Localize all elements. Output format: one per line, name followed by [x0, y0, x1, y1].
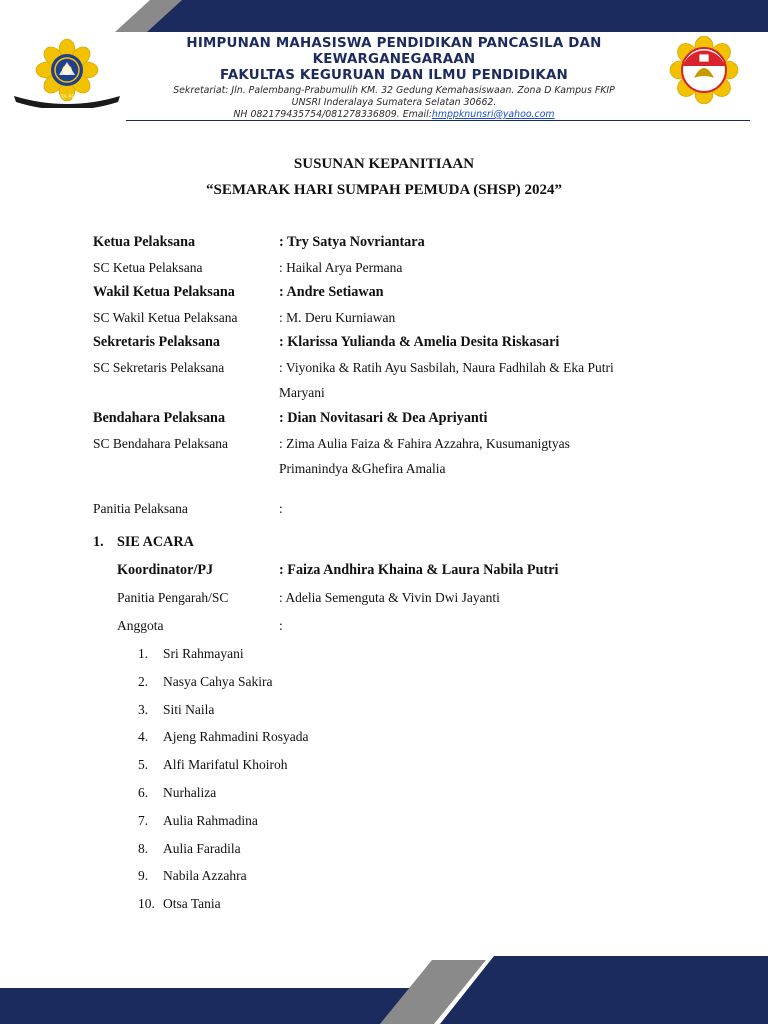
list-item [138, 643, 308, 671]
list-item-number: 8. [138, 840, 149, 856]
list-item-name: Nurhaliza [163, 784, 217, 800]
role-value: : Dian Novitasari & Dea Apriyanti [279, 410, 488, 426]
role-value: : Andre Setiawan [279, 284, 384, 300]
role-value-line2: Primanindya &Ghefira Amalia [279, 461, 446, 476]
list-item [138, 893, 308, 921]
coordinator-value: : Faiza Andhira Khaina & Laura Nabila Putri [279, 562, 559, 578]
footer-decorative-band [0, 956, 768, 1024]
list-item-name: Nabila Azzahra [163, 868, 247, 884]
role-label: Panitia Pelaksana [93, 501, 188, 516]
list-item-number: 2. [138, 673, 149, 689]
role-value: : M. Deru Kurniawan [279, 310, 396, 325]
list-item-name: Ajeng Rahmadini Rosyada [163, 729, 309, 745]
list-item-name: Nasya Cahya Sakira [163, 673, 273, 689]
list-item-name: Siti Naila [163, 701, 215, 717]
steering-label: Panitia Pengarah/SC [117, 590, 229, 605]
list-item-name: Aulia Faradila [163, 840, 241, 856]
list-item [138, 865, 308, 893]
list-item-number: 9. [138, 868, 149, 884]
letterhead-address-line2: UNSRI Inderalaya Sumatera Selatan 30662. [291, 97, 497, 108]
list-item-number: 1. [138, 646, 149, 661]
list-item-number: 10. [138, 896, 155, 912]
steering-value: : Adelia Semenguta & Vivin Dwi Jayanti [279, 590, 500, 605]
list-item-name: Alfi Marifatul Khoiroh [163, 757, 288, 773]
list-item [138, 754, 308, 782]
list-item [138, 671, 308, 699]
role-value: : [279, 501, 283, 516]
role-label: SC Bendahara Pelaksana [93, 436, 228, 451]
role-label: SC Sekretaris Pelaksana [93, 360, 225, 375]
document-subtitle: “SEMARAK HARI SUMPAH PEMUDA (SHSP) 2024” [206, 182, 562, 198]
list-item-number: 3. [138, 701, 149, 717]
letterhead-divider [126, 120, 750, 121]
members-list [138, 643, 308, 921]
role-value-line1: : Viyonika & Ratih Ayu Sasbilah, Naura Fadhilah & Eka Putri [279, 360, 614, 375]
members-value: : [279, 618, 283, 633]
role-label: Ketua Pelaksana [93, 234, 196, 250]
section-title: SIE ACARA [117, 534, 194, 550]
list-item-number: 6. [138, 784, 149, 800]
header-decorative-band [0, 0, 768, 32]
document-title: SUSUNAN KEPANITIAAN [293, 156, 475, 172]
role-value-line1: : Zima Aulia Faiza & Fahira Azzahra, Kusumanigtyas [279, 436, 570, 451]
role-value: : Haikal Arya Permana [279, 260, 403, 275]
role-value: : Try Satya Novriantara [279, 234, 425, 250]
role-value [279, 355, 679, 405]
list-item-name: Sri Rahmayani [163, 646, 244, 661]
list-item-number: 4. [138, 729, 149, 745]
list-item-number: 7. [138, 812, 149, 828]
letterhead-address-line1: Sekretariat: Jln. Palembang-Prabumulih KM. 32 Gedung Kemahasiswaan. Zona D Kampus FKIP [173, 85, 615, 96]
list-item [138, 699, 308, 727]
list-item [138, 810, 308, 838]
list-item-name: Aulia Rahmadina [163, 812, 258, 828]
letterhead-title-line3: FAKULTAS KEGURUAN DAN ILMU PENDIDIKAN [220, 68, 568, 83]
list-item-number: 5. [138, 757, 149, 773]
role-value [279, 431, 679, 481]
letterhead [126, 36, 662, 121]
role-value-line2: Maryani [279, 385, 325, 400]
list-item [138, 726, 308, 754]
list-item-name: Otsa Tania [163, 896, 221, 912]
coordinator-label: Koordinator/PJ [117, 562, 214, 578]
list-item [138, 838, 308, 866]
role-label: SC Ketua Pelaksana [93, 260, 203, 275]
list-item [138, 782, 308, 810]
section-heading [93, 531, 194, 553]
role-label: Sekretaris Pelaksana [93, 334, 221, 350]
organization-logo-icon [664, 36, 744, 104]
role-label: Wakil Ketua Pelaksana [93, 284, 235, 300]
letterhead-email-link[interactable]: hmppknunsri@yahoo.com [431, 109, 555, 120]
logo-banner-text: SUMUA KATA PENGABDIAN [35, 95, 101, 100]
role-label: SC Wakil Ketua Pelaksana [93, 310, 238, 325]
section-number: 1. [93, 534, 104, 550]
letterhead-phone: NH 082179435754/081278336809. Email: [233, 109, 432, 120]
role-label: Bendahara Pelaksana [93, 410, 226, 426]
letterhead-title-line2: KEWARGANEGARAAN [312, 52, 476, 67]
members-label: Anggota [117, 618, 164, 633]
role-value: : Klarissa Yulianda & Amelia Desita Riskasari [279, 334, 560, 350]
letterhead-title-line1: HIMPUNAN MAHASISWA PENDIDIKAN PANCASILA DAN [186, 36, 602, 51]
